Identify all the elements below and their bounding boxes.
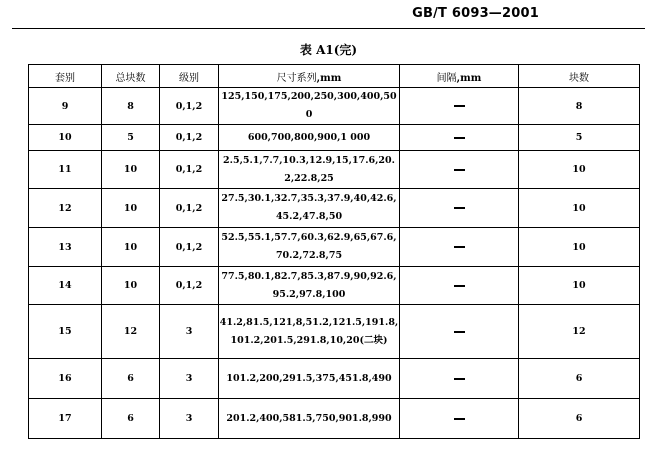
interval-dash (454, 137, 465, 139)
total-blocks-cell: 5 (102, 125, 160, 151)
interval-dash (454, 378, 465, 380)
total-blocks-cell: 8 (102, 88, 160, 125)
set-cell: 17 (29, 399, 102, 439)
grade-cell: 0,1,2 (160, 228, 219, 267)
column-unit: ,mm (456, 72, 482, 84)
interval-cell (400, 228, 519, 267)
total-blocks-cell: 10 (102, 189, 160, 228)
grade-cell: 0,1,2 (160, 151, 219, 189)
table-row (29, 399, 640, 439)
set-cell: 11 (29, 151, 102, 189)
block-count-cell: 6 (519, 359, 640, 399)
total-blocks-cell: 12 (102, 305, 160, 359)
interval-dash (454, 169, 465, 171)
gauge-block-table (28, 64, 640, 439)
interval-dash (454, 207, 465, 209)
interval-dash (454, 285, 465, 287)
block-count-cell: 6 (519, 399, 640, 439)
table-row (29, 305, 640, 359)
interval-cell (400, 151, 519, 189)
size-series-cell: 2.5,5.1,7.7,10.3,12.9,15,17.6,20.2,22.8,25 (219, 151, 400, 189)
block-count-cell: 10 (519, 228, 640, 267)
interval-cell (400, 399, 519, 439)
total-blocks-cell: 6 (102, 399, 160, 439)
grade-cell: 3 (160, 305, 219, 359)
interval-dash (454, 331, 465, 333)
total-blocks-cell: 6 (102, 359, 160, 399)
table-row (29, 228, 640, 267)
size-series-cell: 41.2,81.5,121,8,51.2,121.5,191.8,101.2,201.5,291.8,10,20(二块) (219, 305, 400, 359)
column-header-set: 套别 (29, 65, 102, 88)
block-count-cell: 10 (519, 151, 640, 189)
block-count-cell: 10 (519, 189, 640, 228)
grade-cell: 3 (160, 399, 219, 439)
set-cell: 12 (29, 189, 102, 228)
table-row (29, 359, 640, 399)
column-header-block-count: 块数 (519, 65, 640, 88)
standard-code: GB/T 6093—2001 (412, 6, 539, 21)
column-header-size-series: 尺寸系列,mm (219, 65, 400, 88)
size-series-cell: 125,150,175,200,250,300,400,500 (219, 88, 400, 125)
column-header-grade: 级别 (160, 65, 219, 88)
size-series-cell: 77.5,80.1,82.7,85.3,87.9,90,92.6,95.2,97.8,100 (219, 267, 400, 305)
table-row (29, 267, 640, 305)
interval-cell (400, 267, 519, 305)
interval-cell (400, 189, 519, 228)
set-cell: 9 (29, 88, 102, 125)
size-series-cell: 201.2,400,581.5,750,901.8,990 (219, 399, 400, 439)
table-row (29, 88, 640, 125)
block-count-cell: 10 (519, 267, 640, 305)
interval-cell (400, 125, 519, 151)
column-header-interval: 间隔,mm (400, 65, 519, 88)
size-series-cell: 52.5,55.1,57.7,60.3,62.9,65,67.6,70.2,72.8,75 (219, 228, 400, 267)
set-cell: 16 (29, 359, 102, 399)
table-row (29, 125, 640, 151)
set-cell: 13 (29, 228, 102, 267)
total-blocks-cell: 10 (102, 151, 160, 189)
total-blocks-cell: 10 (102, 228, 160, 267)
size-series-cell: 101.2,200,291.5,375,451.8,490 (219, 359, 400, 399)
grade-cell: 0,1,2 (160, 267, 219, 305)
block-count-cell: 12 (519, 305, 640, 359)
column-unit: ,mm (316, 72, 342, 84)
table-header-row (29, 65, 640, 88)
interval-cell (400, 88, 519, 125)
interval-dash (454, 418, 465, 420)
table-row (29, 189, 640, 228)
table-row (29, 151, 640, 189)
interval-cell (400, 359, 519, 399)
set-cell: 15 (29, 305, 102, 359)
header-rule (12, 28, 645, 29)
table-title: 表 A1(完) (299, 43, 358, 57)
interval-dash (454, 246, 465, 248)
interval-dash (454, 105, 465, 107)
set-cell: 10 (29, 125, 102, 151)
grade-cell: 0,1,2 (160, 189, 219, 228)
size-series-cell: 600,700,800,900,1 000 (219, 125, 400, 151)
interval-cell (400, 305, 519, 359)
column-header-total-blocks: 总块数 (102, 65, 160, 88)
table-body (29, 88, 640, 439)
block-count-cell: 5 (519, 125, 640, 151)
grade-cell: 0,1,2 (160, 125, 219, 151)
set-cell: 14 (29, 267, 102, 305)
size-series-cell: 27.5,30.1,32.7,35.3,37.9,40,42.6,45.2,47.8,50 (219, 189, 400, 228)
grade-cell: 0,1,2 (160, 88, 219, 125)
total-blocks-cell: 10 (102, 267, 160, 305)
grade-cell: 3 (160, 359, 219, 399)
block-count-cell: 8 (519, 88, 640, 125)
